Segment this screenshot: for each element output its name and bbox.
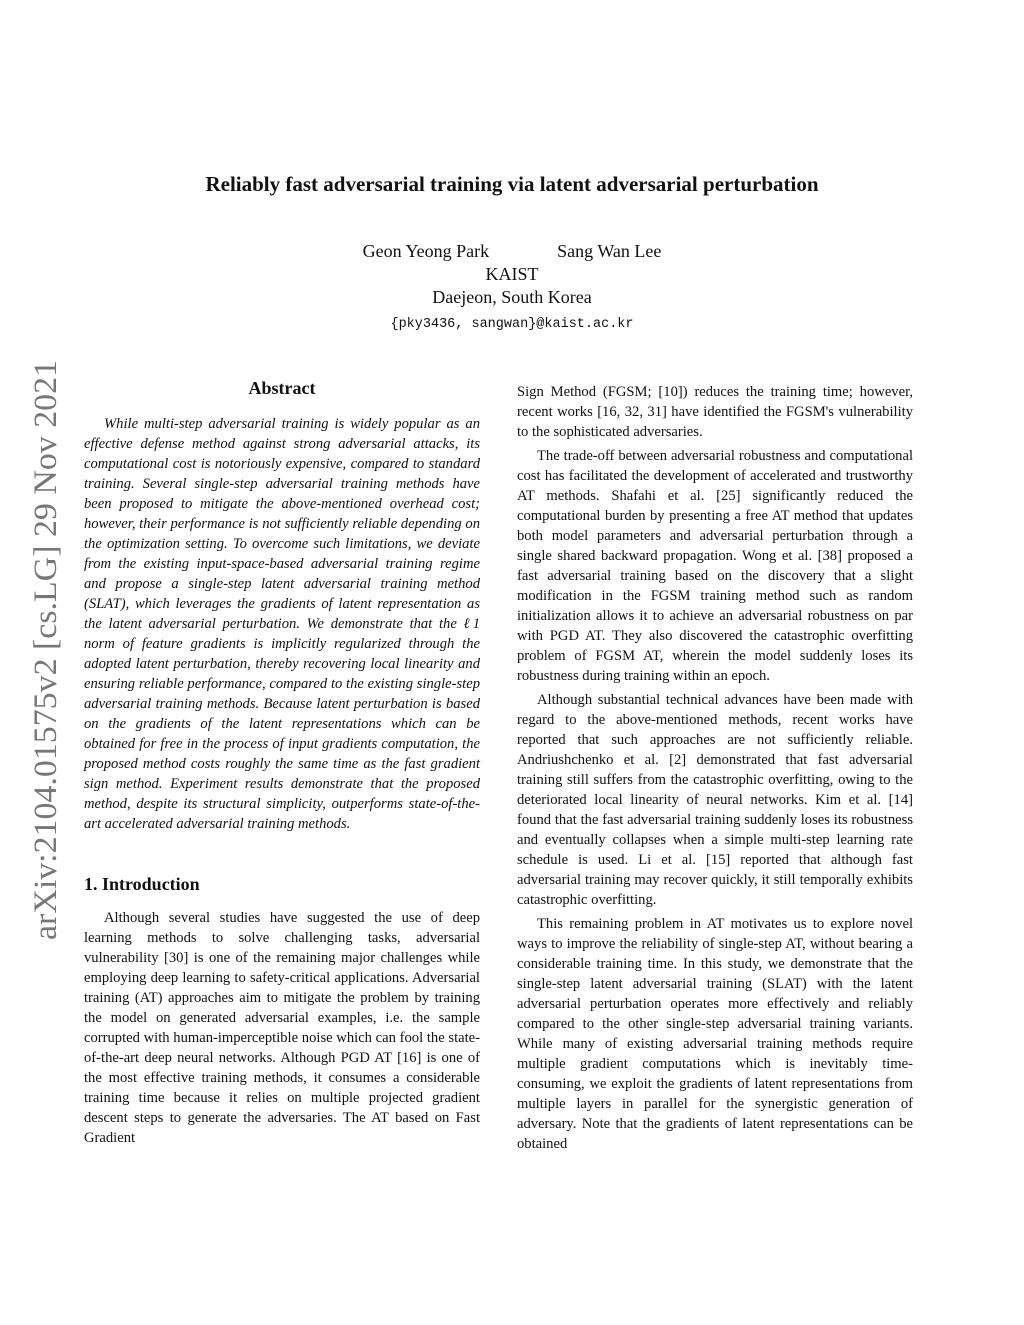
- author-name: Geon Yeong Park: [362, 241, 490, 261]
- body-paragraph: This remaining problem in AT motivates us to explore novel ways to improve the reliability of single-step AT, without bearing a considerable training time. In this study, we demonstrate that the single-step latent adversarial training (SLAT) with the latent adversarial perturbation operates more effectively and reliably compared to the other single-step adversarial training variants. While many of existing adversarial training methods require multiple gradient computations which is inevitably time-consuming, we exploit the gradients of latent representations from multiple layers in parallel for the synergistic generation of adversary. Note that the gradients of latent representations can be obtained: [517, 916, 913, 1152]
- body-paragraph: The trade-off between adversarial robustness and computational cost has facilitated the development of accelerated and trustworthy AT methods. Shafahi et al. [25] significantly reduced the computational burden by presenting a free AT method that updates both model parameters and adversarial perturbation through a single shared backward propagation. Wong et al. [38] proposed a fast adversarial training based on the discovery that a slight modification in the FGSM training method such as random initialization allows it to achieve an adversarial robustness on par with PGD AT. They also discovered the catastrophic overfitting problem of FGSM AT, wherein the model suddenly loses its robustness during training within an epoch.: [517, 448, 913, 684]
- paper-title: Reliably fast adversarial training via latent adversarial perturbation: [205, 172, 819, 196]
- right-column: [517, 382, 913, 1158]
- body-paragraph: Sign Method (FGSM; [10]) reduces the training time; however, recent works [16, 32, 31] have identified the FGSM's vulnerability to the sophisticated adversaries.: [517, 384, 913, 440]
- arxiv-id-text: arXiv:2104.01575v2 [cs.LG] 29 Nov 2021: [28, 375, 64, 940]
- abstract-text: While multi-step adversarial training is widely popular as an effective defense method against strong adversarial attacks, its computational cost is notoriously expensive, compared to standard training. Several single-step adversarial training methods have been proposed to mitigate the above-mentioned overhead cost; however, their performance is not sufficiently reliable depending on the optimization setting. To overcome such limitations, we deviate from the existing input-space-based adversarial training regime and propose a single-step latent adversarial training method (SLAT), which leverages the gradients of latent representation as the latent adversarial perturbation. We demonstrate that the ℓ1 norm of feature gradients is implicitly regularized through the adopted latent perturbation, thereby recovering local linearity and ensuring reliable performance, compared to the existing single-step adversarial training methods. Because latent perturbation is based on the gradients of the latent representations which can be obtained for free in the process of input gradients computation, the proposed method costs roughly the same time as the fast gradient sign method. Experiment results demonstrate that the proposed method, despite its structural simplicity, outperforms state-of-the-art accelerated adversarial training methods.: [84, 416, 480, 832]
- body-paragraph: Although substantial technical advances have been made with regard to the above-mentioned methods, recent works have reported that such approaches are not sufficiently reliable. Andriushchenko et al. [2] demonstrated that fast adversarial training still suffers from the catastrophic overfitting, owing to the deteriorated local linearity of neural networks. Kim et al. [14] found that the fast adversarial training suddenly loses its robustness and eventually collapses when a simple multi-step learning rate schedule is used. Li et al. [15] reported that although fast adversarial training may recover quickly, it still temporally exhibits catastrophic overfitting.: [517, 692, 913, 908]
- intro-paragraph: Although several studies have suggested the use of deep learning methods to solve challenging tasks, adversarial vulnerability [30] is one of the remaining major challenges while employing deep learning to safety-critical applications. Adversarial training (AT) approaches aim to mitigate the problem by training the model on generated adversarial examples, i.e. the sample corrupted with human-imperceptible noise which can fool the state-of-the-art deep neural networks. Although PGD AT [16] is one of the most effective training methods, it consumes a considerable training time because it relies on multiple projected gradient descent steps to generate the adversaries. The AT based on Fast Gradient: [84, 910, 480, 1146]
- introduction-heading: 1. Introduction: [84, 874, 200, 894]
- affiliation: KAIST: [485, 264, 539, 284]
- location: Daejeon, South Korea: [432, 287, 592, 307]
- email: {pky3436, sangwan}@kaist.ac.kr: [390, 317, 634, 332]
- author-block: [0, 240, 1024, 336]
- arxiv-watermark: [18, 350, 68, 950]
- abstract-heading: Abstract: [248, 378, 316, 398]
- author-name: Sang Wan Lee: [557, 241, 662, 261]
- left-column: [84, 378, 480, 1148]
